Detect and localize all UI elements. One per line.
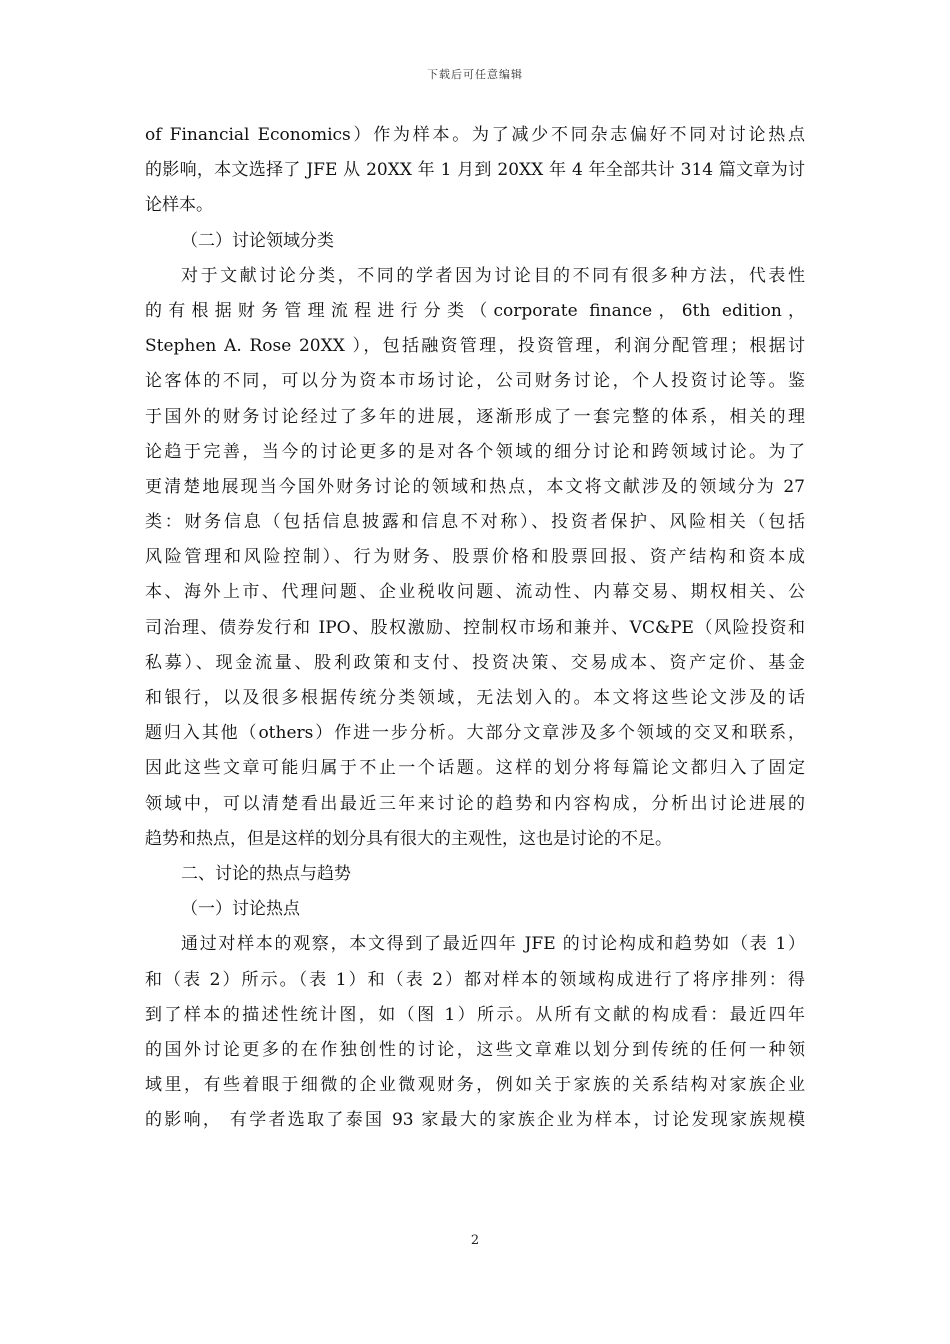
- text-line: 对于文献讨论分类，不同的学者因为讨论目的不同有很多种方法，代表性: [181, 265, 805, 286]
- text-line: 和银行，以及很多根据传统分类领域，无法划入的。本文将这些论文涉及的话: [145, 688, 805, 708]
- text-line: 于国外的财务讨论经过了多年的进展，逐渐形成了一套完整的体系，相关的理: [145, 406, 805, 427]
- text-line: 风险管理和风险控制）、行为财务、股票价格和股票回报、资产结构和资本成: [145, 547, 805, 568]
- text-line: 更清楚地展现当今国外财务讨论的领域和热点，本文将文献涉及的领域分为 27: [145, 476, 805, 497]
- text-line: 论趋于完善，当今的讨论更多的是对各个领域的细分讨论和跨领域讨论。为了: [145, 441, 805, 462]
- text-line: 通过对样本的观察，本文得到了最近四年 JFE 的讨论构成和趋势如（表 1）: [181, 934, 805, 955]
- text-line: 类：财务信息（包括信息披露和信息不对称）、投资者保护、风险相关（包括: [145, 512, 805, 533]
- page-number: 2: [470, 1233, 480, 1248]
- text-line: 到了样本的描述性统计图，如（图 1）所示。从所有文献的构成看：最近四年: [145, 1004, 805, 1025]
- text-line: 因此这些文章可能归属于不止一个话题。这样的划分将每篇论文都归入了固定: [145, 758, 805, 779]
- page-header: 下载后可任意编辑: [427, 68, 523, 81]
- text-line: （一）讨论热点: [181, 899, 300, 920]
- text-line: 司治理、债券发行和 IPO、股权激励、控制权市场和兼并、VC&PE（风险投资和: [145, 617, 805, 638]
- text-line: 本、海外上市、代理问题、企业税收问题、流动性、内幕交易、期权相关、公: [145, 582, 805, 603]
- text-line: 领域中，可以清楚看出最近三年来讨论的趋势和内容构成，分析出讨论进展的: [145, 793, 805, 814]
- text-line: 论客体的不同，可以分为资本市场讨论，公司财务讨论，个人投资讨论等。鉴: [145, 371, 805, 392]
- text-line: 域里，有些着眼于细微的企业微观财务，例如关于家族的关系结构对家族企业: [145, 1075, 805, 1096]
- text-line: of Financial Economics）作为样本。为了减少不同杂志偏好不同对讨论热点: [145, 125, 805, 145]
- text-line: 二、讨论的热点与趋势: [181, 863, 351, 884]
- text-line: 论样本。: [145, 195, 213, 216]
- text-line: 的国外讨论更多的在作独创性的讨论，这些文章难以划分到传统的任何一种领: [145, 1039, 805, 1060]
- text-line: 私募）、现金流量、股利政策和支付、投资决策、交易成本、资产定价、基金: [145, 652, 805, 673]
- text-line: 趋势和热点，但是这样的划分具有很大的主观性，这也是讨论的不足。: [145, 828, 672, 849]
- text-line: 的有根据财务管理流程进行分类（corporate finance，6th edition，: [145, 300, 805, 321]
- text-line: Stephen A. Rose 20XX ），包括融资管理，投资管理，利润分配管理；根据讨: [145, 336, 805, 357]
- text-line: 和（表 2）所示。（表 1）和（表 2）都对样本的领域构成进行了将序排列：得: [145, 969, 805, 990]
- document-body: [145, 118, 805, 1138]
- text-line: 的影响，本文选择了 JFE 从 20XX 年 1 月到 20XX 年 4 年全部共计 314 篇文章为讨: [145, 160, 805, 181]
- text-line: （二）讨论领域分类: [181, 230, 334, 251]
- text-line: 题归入其他（others）作进一步分析。大部分文章涉及多个领域的交叉和联系，: [145, 723, 805, 744]
- text-line: 的影响， 有学者选取了泰国 93 家最大的家族企业为样本，讨论发现家族规模: [145, 1110, 805, 1131]
